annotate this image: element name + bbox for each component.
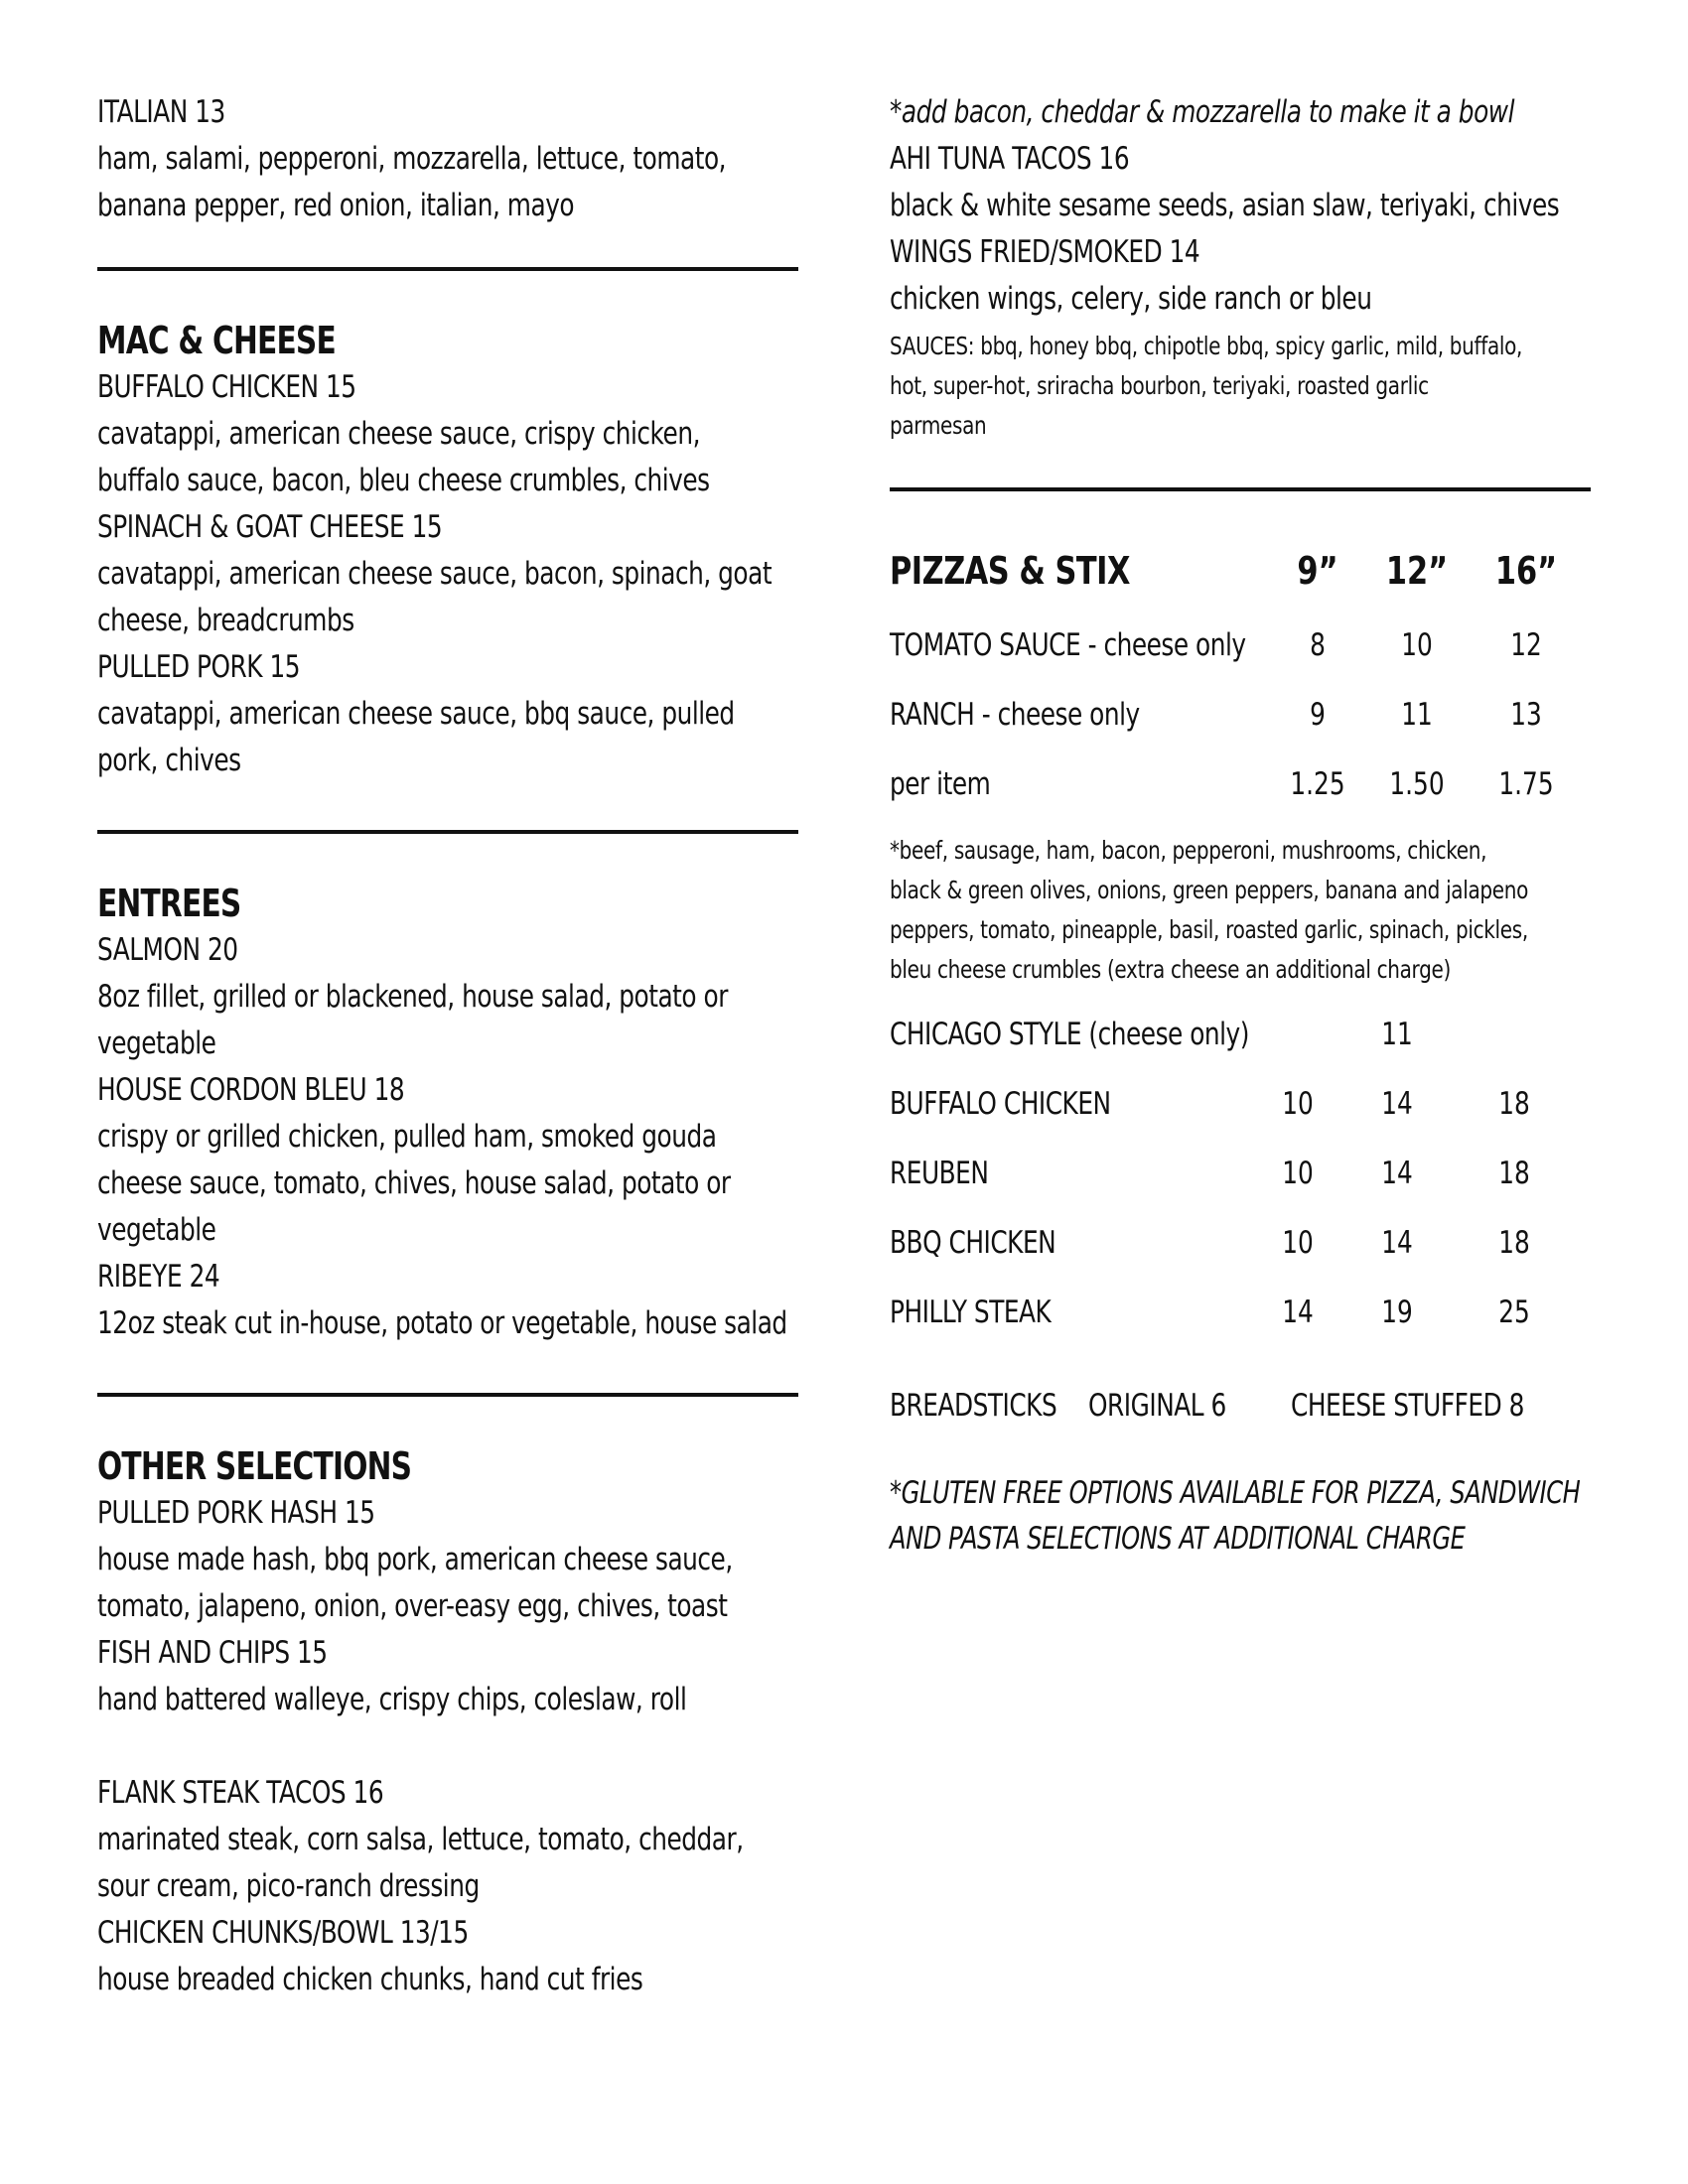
item-description: cheese sauce, tomato, chives, house salad, potato or	[97, 1165, 731, 1201]
price-9: 1.25	[1290, 766, 1345, 802]
gluten-note-line: *GLUTEN FREE OPTIONS AVAILABLE FOR PIZZA, SANDWICH	[890, 1475, 1581, 1511]
item-name: BUFFALO CHICKEN 15	[97, 369, 356, 405]
pizza-label: BUFFALO CHICKEN	[890, 1086, 1111, 1122]
item-name: PULLED PORK HASH 15	[97, 1495, 375, 1531]
pizza-price-row	[890, 611, 1590, 680]
item-description: cavatappi, american cheese sauce, crispy chicken,	[97, 416, 700, 452]
item-name: PULLED PORK 15	[97, 649, 301, 685]
toppings-line: *beef, sausage, ham, bacon, pepperoni, mushrooms, chicken,	[890, 836, 1487, 865]
section-heading: PIZZAS & STIX	[890, 549, 1130, 593]
item-description: 12oz steak cut in-house, potato or vegetable, house salad	[97, 1305, 787, 1341]
pizza-table	[890, 531, 1590, 1562]
price-16: 18	[1498, 1086, 1530, 1122]
section-heading: OTHER SELECTIONS	[97, 1444, 412, 1488]
item-description: buffalo sauce, bacon, bleu cheese crumbles, chives	[97, 463, 710, 498]
price-12: 11	[1381, 1017, 1413, 1052]
item-description: black & white sesame seeds, asian slaw, teriyaki, chives	[890, 188, 1560, 223]
item-description: chicken wings, celery, side ranch or bleu	[890, 281, 1372, 317]
entrees-section	[97, 880, 797, 1347]
item-description: cavatappi, american cheese sauce, bbq sauce, pulled	[97, 696, 735, 732]
price-9: 14	[1282, 1295, 1314, 1330]
breadsticks-label: BREADSTICKS	[890, 1388, 1057, 1424]
pizza-price-row	[890, 1139, 1590, 1208]
item-description: marinated steak, corn salsa, lettuce, tomato, cheddar,	[97, 1822, 744, 1857]
item-description: tomato, jalapeno, onion, over-easy egg, chives, toast	[97, 1588, 728, 1624]
item-description: vegetable	[97, 1212, 216, 1248]
price-12: 19	[1381, 1295, 1413, 1330]
item-name: CHICKEN CHUNKS/BOWL 13/15	[97, 1915, 469, 1951]
toppings-list	[890, 831, 1590, 990]
item-description: banana pepper, red onion, italian, mayo	[97, 188, 575, 223]
price-16: 25	[1498, 1295, 1530, 1330]
item-description: hand battered walleye, crispy chips, coleslaw, roll	[97, 1682, 687, 1717]
price-12: 14	[1381, 1086, 1413, 1122]
toppings-line: peppers, tomato, pineapple, basil, roasted garlic, spinach, pickles,	[890, 915, 1528, 944]
price-12: 14	[1381, 1225, 1413, 1261]
left-column	[97, 89, 797, 2003]
item-name: FISH AND CHIPS 15	[97, 1635, 328, 1671]
size-12-header: 12”	[1385, 549, 1449, 593]
price-12: 14	[1381, 1156, 1413, 1191]
price-16: 13	[1510, 697, 1542, 733]
right-column	[890, 89, 1590, 1562]
gluten-note-line: AND PASTA SELECTIONS AT ADDITIONAL CHARGE	[890, 1521, 1466, 1557]
toppings-line: black & green olives, onions, green peppers, banana and jalapeno	[890, 876, 1529, 904]
toppings-line: bleu cheese crumbles (extra cheese an additional charge)	[890, 955, 1451, 984]
pizza-price-row	[890, 1208, 1590, 1278]
pizza-price-row	[890, 750, 1590, 819]
price-12: 10	[1401, 627, 1433, 663]
item-name: RIBEYE 24	[97, 1259, 220, 1295]
price-16: 1.75	[1498, 766, 1554, 802]
pizza-header-row	[890, 531, 1590, 611]
item-description: sour cream, pico-ranch dressing	[97, 1868, 480, 1904]
bowl-note: *add bacon, cheddar & mozzarella to make it a bowl	[890, 94, 1514, 130]
item-description: house made hash, bbq pork, american cheese sauce,	[97, 1542, 733, 1577]
item-description: crispy or grilled chicken, pulled ham, smoked gouda	[97, 1119, 717, 1155]
item-description: house breaded chicken chunks, hand cut fries	[97, 1962, 643, 1997]
breadsticks-original: ORIGINAL 6	[1088, 1388, 1226, 1424]
item-description: cavatappi, american cheese sauce, bacon, spinach, goat	[97, 556, 773, 592]
pizza-label: TOMATO SAUCE - cheese only	[890, 627, 1246, 663]
item-name: FLANK STEAK TACOS 16	[97, 1775, 384, 1811]
pizza-price-row	[890, 1278, 1590, 1347]
price-16: 18	[1498, 1225, 1530, 1261]
pizza-label: per item	[890, 766, 991, 802]
item-description: 8oz fillet, grilled or blackened, house salad, potato or	[97, 979, 728, 1015]
pizza-label: BBQ CHICKEN	[890, 1225, 1056, 1261]
price-12: 11	[1401, 697, 1433, 733]
pizza-price-row	[890, 1069, 1590, 1139]
pizza-price-row	[890, 680, 1590, 750]
item-description: vegetable	[97, 1025, 216, 1061]
sauces-line: parmesan	[890, 411, 987, 440]
size-16-header: 16”	[1494, 549, 1558, 593]
price-9: 9	[1310, 697, 1326, 733]
mac-cheese-section	[97, 317, 797, 784]
sauces-line: SAUCES: bbq, honey bbq, chipotle bbq, spicy garlic, mild, buffalo,	[890, 332, 1523, 360]
pizza-price-row	[890, 1000, 1590, 1069]
breadsticks-row	[890, 1371, 1590, 1440]
item-name: ITALIAN 13	[97, 94, 225, 130]
item-name: SALMON 20	[97, 932, 238, 968]
gluten-free-note	[890, 1470, 1590, 1562]
price-9: 10	[1282, 1086, 1314, 1122]
sauces-list	[890, 327, 1590, 446]
breadsticks-cheese-stuffed: CHEESE STUFFED 8	[1291, 1388, 1524, 1424]
item-name: SPINACH & GOAT CHEESE 15	[97, 509, 443, 545]
item-name: WINGS FRIED/SMOKED 14	[890, 234, 1200, 270]
pizza-label: CHICAGO STYLE (cheese only)	[890, 1017, 1249, 1052]
price-12: 1.50	[1389, 766, 1445, 802]
price-9: 10	[1282, 1225, 1314, 1261]
price-9: 8	[1310, 627, 1326, 663]
price-16: 18	[1498, 1156, 1530, 1191]
item-name: AHI TUNA TACOS 16	[890, 141, 1130, 177]
size-9-header: 9”	[1297, 549, 1338, 593]
sauces-line: hot, super-hot, sriracha bourbon, teriyaki, roasted garlic	[890, 371, 1429, 400]
section-heading: MAC & CHEESE	[97, 319, 336, 362]
item-description: cheese, breadcrumbs	[97, 603, 354, 638]
price-16: 12	[1510, 627, 1542, 663]
other-selections-section	[97, 1442, 797, 2003]
pizza-label: PHILLY STEAK	[890, 1295, 1052, 1330]
italian-item	[97, 89, 797, 229]
pizza-label: REUBEN	[890, 1156, 989, 1191]
item-name: HOUSE CORDON BLEU 18	[97, 1072, 405, 1108]
pizza-label: RANCH - cheese only	[890, 697, 1140, 733]
section-heading: ENTREES	[97, 882, 241, 925]
item-description: ham, salami, pepperoni, mozzarella, lettuce, tomato,	[97, 141, 727, 177]
price-9: 10	[1282, 1156, 1314, 1191]
item-description: pork, chives	[97, 743, 241, 778]
